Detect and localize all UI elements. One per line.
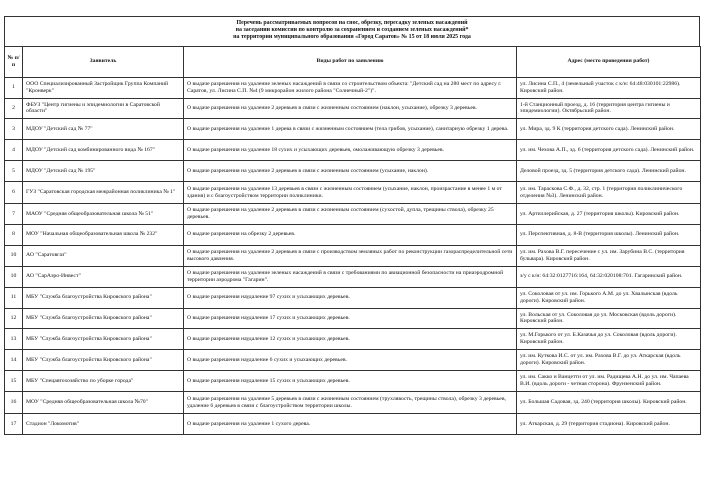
- cell-works: О выдаче разрешения на удаление 2 деревьев в связи с жизненным состоянием (сухостой, дупла, трещины ствола), обрезку 25 деревьев.: [184, 204, 517, 225]
- table-row: [5, 245, 701, 266]
- cell-works: О выдаче разрешения на обрезку 2 деревьев.: [184, 224, 517, 245]
- table-row: [5, 392, 701, 414]
- cell-address: ул. Соколовая от ул. им. Горького А.М. до ул. Хвалынская (вдоль дороги). Кировский район.: [517, 287, 701, 308]
- cell-applicant: АО "СарАэро-Инвест": [23, 266, 184, 287]
- table-row: [5, 308, 701, 329]
- cell-applicant: ГУЗ "Саратовская городская межрайонная поликлиника № 1": [23, 182, 184, 204]
- cell-applicant: МДОУ "Детский сад № 195": [23, 161, 184, 182]
- cell-works: О выдаче разрешения наудаление 97 сухих и усыхающих деревьев.: [184, 287, 517, 308]
- table-row: [5, 77, 701, 98]
- cell-works: О выдаче разрешения на удаление 2 деревьев в связи с производством земляных работ по реконструкции газораспределительной сети высокого давления.: [184, 245, 517, 266]
- header-num: № п/п: [5, 46, 23, 77]
- table-row: [5, 371, 701, 392]
- cell-address: ул. им. Куткова И.С. от ул. им. Рахова В.Г. до ул. Аткарская (вдоль дороги). Кировский район.: [517, 350, 701, 371]
- cell-address: ул. Артиллерийская, д. 27 (территория школы). Кировский район.: [517, 204, 701, 225]
- heading-line-1: Перечень рассматриваемых вопросов на снос, обрезку, пересадку зеленых насаждений: [236, 20, 468, 26]
- header-works: Виды работ по заявлению: [184, 46, 517, 77]
- cell-address: ул. Большая Садовая, зд. 240 (территория школы). Кировский район.: [517, 392, 701, 414]
- cell-address: з/у с к/н: 64:32:0127716:164, 64:32:020108:701. Гагаринский район.: [517, 266, 701, 287]
- cell-address: ул. им. Рахова В.Г. пересечение с ул. им. Зарубина В.С. (территория бульвара). Кировский район.: [517, 245, 701, 266]
- cell-works: О выдаче разрешения на удаление 2 деревьев в связи с жизненным состоянием (усыхание, наклон).: [184, 161, 517, 182]
- table-row: [5, 182, 701, 204]
- cell-works: О выдаче разрешения на удаление 2 деревьев в связи с жизненным состоянием (наклон, усыхание), обрезку 3 деревьев.: [184, 98, 517, 119]
- cell-num: 1: [5, 77, 23, 98]
- table-body: [5, 77, 701, 434]
- cell-num: 4: [5, 140, 23, 161]
- table-row: [5, 204, 701, 225]
- cell-applicant: МДОУ "Детский сад № 77": [23, 119, 184, 140]
- table-row: [5, 414, 701, 435]
- cell-num: 10: [5, 266, 23, 287]
- cell-address: ул. им. Чехова А.П., зд. 6 (территория детского сада). Ленинский район.: [517, 140, 701, 161]
- cell-address: ул. М.Горького от ул. Б.Казачья до ул. Соколовая (вдоль дороги). Кировский район.: [517, 329, 701, 350]
- table-row: [5, 266, 701, 287]
- cell-applicant: МБУ "Служба благоустройства Кировского района": [23, 308, 184, 329]
- cell-works: О выдаче разрешения наудаление 6 сухих и усыхающих деревьев.: [184, 350, 517, 371]
- cell-address: ул. Мира, зд. 9 К (территория детского сада). Ленинский район.: [517, 119, 701, 140]
- cell-works: О выдаче разрешения наудаление 15 сухих и усыхающих деревьев.: [184, 371, 517, 392]
- cell-applicant: МОУ "Начальная общеобразовательная школа № 232": [23, 224, 184, 245]
- cell-works: О выдаче разрешения наудаление 17 сухих и усыхающих деревьев.: [184, 308, 517, 329]
- cell-applicant: МБУ "Служба благоустройства Кировского района": [23, 287, 184, 308]
- heading-line-2: на заседании комиссии по контролю за сохранением и созданием зеленых насаждений*: [235, 27, 469, 34]
- cell-num: 11: [5, 287, 23, 308]
- cell-address: ул. Вольская от ул. Соколовая до ул. Московская (вдоль дороги). Кировский район.: [517, 308, 701, 329]
- cell-address: ул. им. Тараскова С.Ф., д. 32, стр. 1 (территория поликлинического отделения №3). Ленинский район.: [517, 182, 701, 204]
- cell-applicant: МБУ "Служба благоустройства Кировского района": [23, 329, 184, 350]
- table-row: [5, 161, 701, 182]
- cell-num: 7: [5, 204, 23, 225]
- table-row: [5, 119, 701, 140]
- cell-address: Деловой проезд, зд. 5 (территория детского сада). Ленинский район.: [517, 161, 701, 182]
- cell-num: 17: [5, 414, 23, 435]
- cell-num: 2: [5, 98, 23, 119]
- cell-num: 8: [5, 224, 23, 245]
- cell-works: О выдаче разрешения на удаление зеленых насаждений в связи с требованиями по авиационной безопасности на приаэродромной территории аэродрома "Гагарин".: [184, 266, 517, 287]
- cell-works: О выдаче разрешения на удаление 1 дерева в связи с жизненным состоянием (тела грибов, усыхание), санитарную обрезку 1 дерева.: [184, 119, 517, 140]
- cell-address: ул. Перспективная, д. 8-В (территория школы). Ленинский район.: [517, 224, 701, 245]
- cell-works: О выдаче разрешения наудаление 12 сухих и усыхающих деревьев.: [184, 329, 517, 350]
- cell-applicant: ФБУЗ "Центр гигиены и эпидемиологии в Саратовской области": [23, 98, 184, 119]
- agenda-table: [4, 46, 701, 435]
- table-row: [5, 350, 701, 371]
- table-row: [5, 329, 701, 350]
- cell-works: О выдаче разрешения на удаление 13 деревьев в связи с жизненным состоянием (усыхание, наклон, произрастание в менее 1 м от здания) и с благоустройством территории поликлиники.: [184, 182, 517, 204]
- table-header-row: [5, 46, 701, 77]
- header-applicant: Заявитель: [23, 46, 184, 77]
- cell-applicant: МБУ "Служба благоустройства Кировского района": [23, 350, 184, 371]
- cell-works: О выдаче разрешения на удаление 18 сухих и усыхающих деревьев, омолаживающую обрезку 3 деревьев.: [184, 140, 517, 161]
- cell-num: 12: [5, 308, 23, 329]
- table-row: [5, 140, 701, 161]
- cell-num: 13: [5, 329, 23, 350]
- heading-line-3: на территории муниципального образования «Город Саратов» № 15 от 18 июля 2025 года: [233, 34, 471, 41]
- table-row: [5, 287, 701, 308]
- cell-num: 14: [5, 350, 23, 371]
- cell-applicant: МБУ "Спецавтохозяйство по уборке города": [23, 371, 184, 392]
- cell-num: 3: [5, 119, 23, 140]
- cell-num: 6: [5, 182, 23, 204]
- cell-works: О выдаче разрешения на удаление 1 сухого дерева.: [184, 414, 517, 435]
- document-sheet: [4, 16, 700, 435]
- cell-num: 10: [5, 245, 23, 266]
- header-address: Адрес (место проведения работ): [517, 46, 701, 77]
- cell-applicant: АО "Саратовгаз": [23, 245, 184, 266]
- cell-address: ул. Аткарская, д. 29 (территория стадиона). Кировский район.: [517, 414, 701, 435]
- document-heading: [4, 16, 700, 46]
- cell-applicant: Стадион "Локомотив": [23, 414, 184, 435]
- cell-applicant: МАОУ "Средняя общеобразовательная школа № 51": [23, 204, 184, 225]
- cell-num: 15: [5, 371, 23, 392]
- cell-works: О выдаче разрешения на удаление 5 деревьев в связи с жизненным состоянием (трухлявость, трещины ствола), обрезку 3 деревьев, удаление 6 деревьев в связи с благоустройством территории школы.: [184, 392, 517, 414]
- cell-num: 16: [5, 392, 23, 414]
- cell-applicant: МОУ "Средняя общеобразовательная школа №70": [23, 392, 184, 414]
- cell-works: О выдаче разрешения на удаление зеленых насаждений в связи со строительством объекта: "Детский сад на 280 мест по адресу г. Саратов, ул. Лисина С.П. №4 (9 микрорайон жилого района "Солнечный-2")".: [184, 77, 517, 98]
- cell-address: ул. Лисина С.П., 4 (земельный участок с к/н: 64:48:030101:22986). Кировский район.: [517, 77, 701, 98]
- table-row: [5, 224, 701, 245]
- cell-applicant: МДОУ "Детский сад комбинированного вида № 167": [23, 140, 184, 161]
- table-row: [5, 98, 701, 119]
- cell-address: 1-й Станционный проезд, д. 16 (территория центра гигиены и эпидемиологии). Октябрьский район.: [517, 98, 701, 119]
- cell-num: 5: [5, 161, 23, 182]
- cell-applicant: ООО Специализированный Застройщик Группа Компаний "Кронверк": [23, 77, 184, 98]
- cell-address: ул. им. Сакко и Ванцетти от ул. им. Радищева А.Н. до ул. им. Чапаева В.И. (вдоль дороги - четная сторона). Фрунзенский район.: [517, 371, 701, 392]
